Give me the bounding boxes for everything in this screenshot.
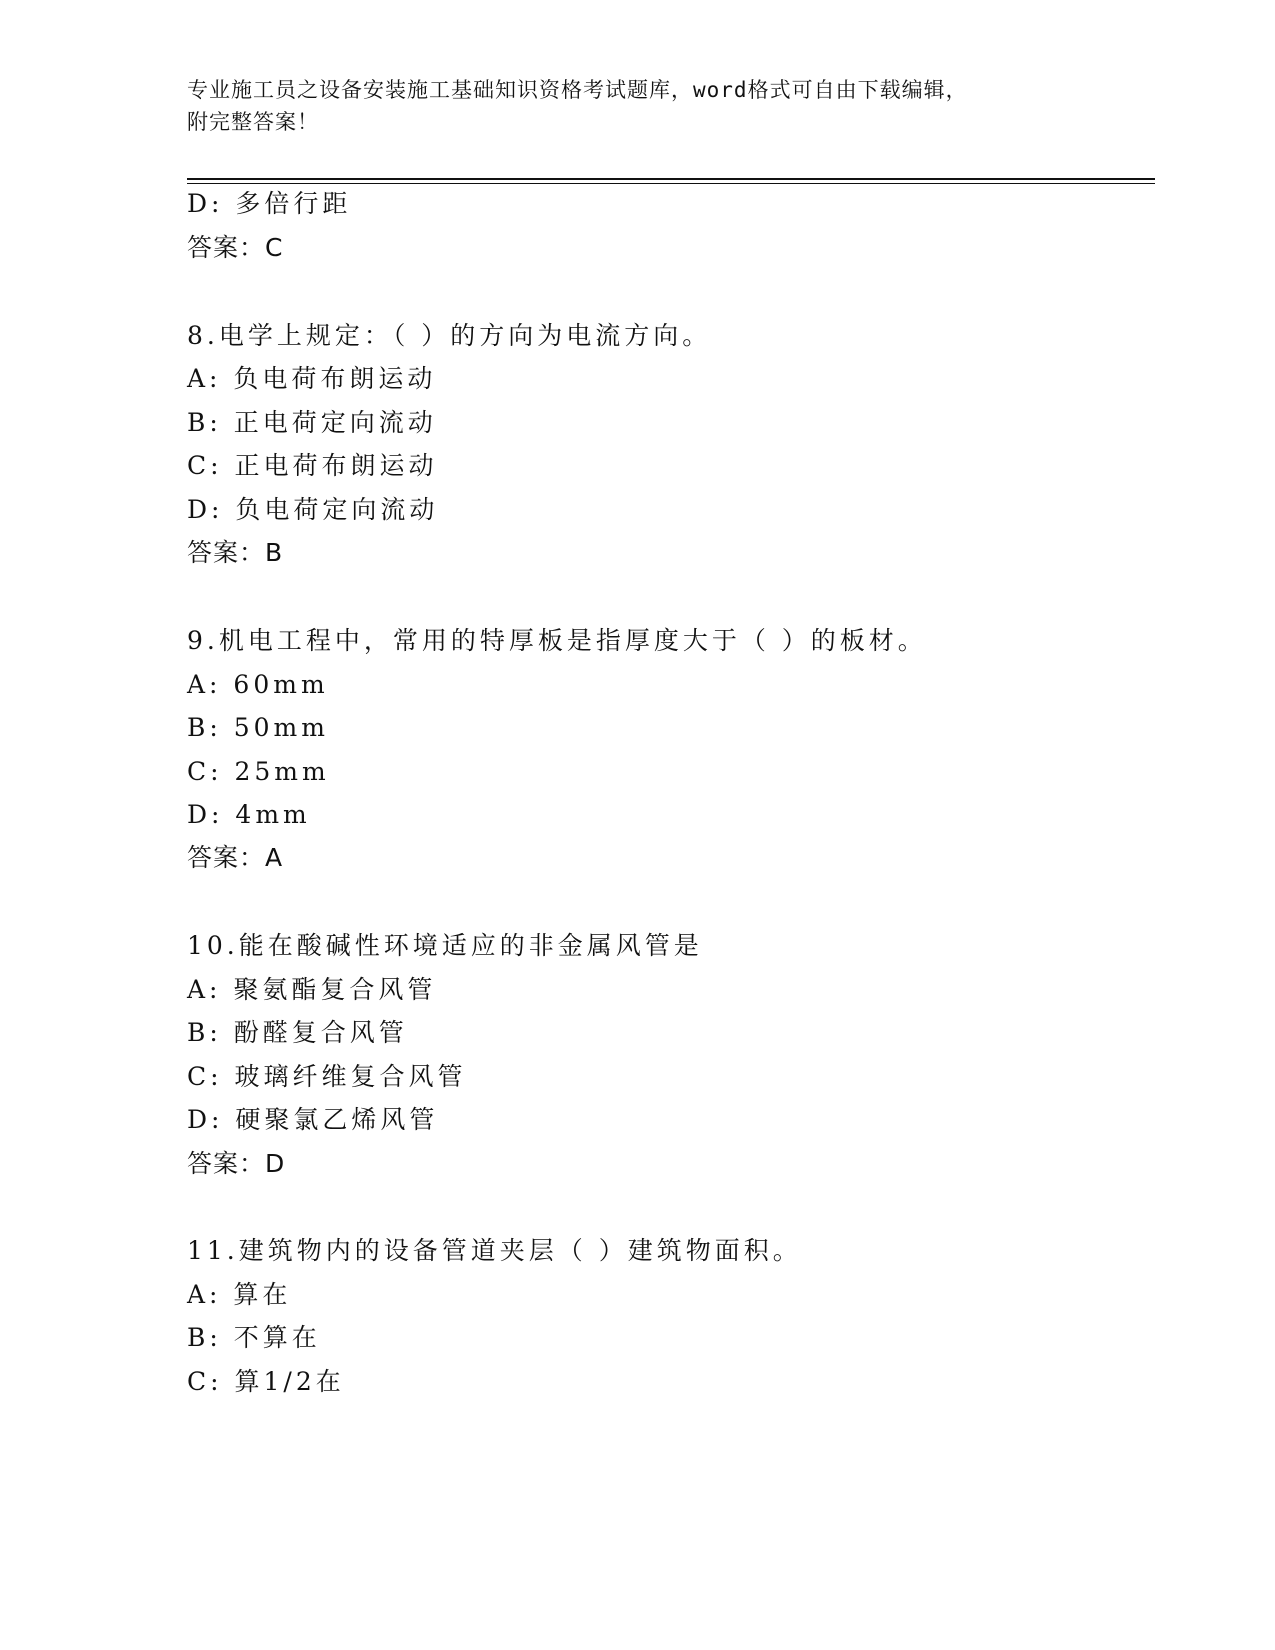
question-8-option-b: B: 正电荷定向流动 — [187, 408, 437, 437]
question-11-option-b: B: 不算在 — [187, 1323, 321, 1352]
header-divider-thick — [187, 178, 1155, 180]
question-10-option-d: D: 硬聚氯乙烯风管 — [187, 1105, 439, 1134]
question-11-option-c: C: 算1/2在 — [187, 1367, 345, 1396]
document-header — [187, 74, 1067, 138]
question-10-option-b: B: 酚醛复合风管 — [187, 1018, 408, 1047]
question-9: 9.机电工程中，常用的特厚板是指厚度大于（ ）的板材。 — [187, 626, 927, 655]
question-9-option-b: B: 50mm — [187, 713, 329, 742]
question-8-option-d: D: 负电荷定向流动 — [187, 495, 439, 524]
question-8: 8.电学上规定：（ ）的方向为电流方向。 — [187, 321, 712, 350]
header-divider-thin — [187, 183, 1155, 184]
question-9-option-c: C: 25mm — [187, 757, 330, 786]
question-8-option-c: C: 正电荷布朗运动 — [187, 451, 438, 480]
question-9-option-a: A: 60mm — [187, 670, 329, 699]
question-9-answer: 答案：A — [187, 843, 284, 872]
question-11-option-a: A: 算在 — [187, 1280, 292, 1309]
question-10-option-c: C: 玻璃纤维复合风管 — [187, 1062, 467, 1091]
header-title-line-2: 附完整答案！ — [187, 110, 319, 134]
question-8-answer: 答案：B — [187, 538, 284, 567]
question-10-answer: 答案：D — [187, 1149, 286, 1178]
question-10-option-a: A: 聚氨酯复合风管 — [187, 975, 437, 1004]
question-8-option-a: A: 负电荷布朗运动 — [187, 364, 437, 393]
question-11: 11.建筑物内的设备管道夹层（ ）建筑物面积。 — [187, 1236, 802, 1265]
answer-line: 答案：C — [187, 233, 284, 262]
header-title-line-1: 专业施工员之设备安装施工基础知识资格考试题库，word格式可自由下载编辑， — [187, 78, 968, 102]
option-d: D: 多倍行距 — [187, 189, 352, 218]
question-10: 10.能在酸碱性环境适应的非金属风管是 — [187, 931, 703, 960]
question-9-option-d: D: 4mm — [187, 800, 311, 829]
